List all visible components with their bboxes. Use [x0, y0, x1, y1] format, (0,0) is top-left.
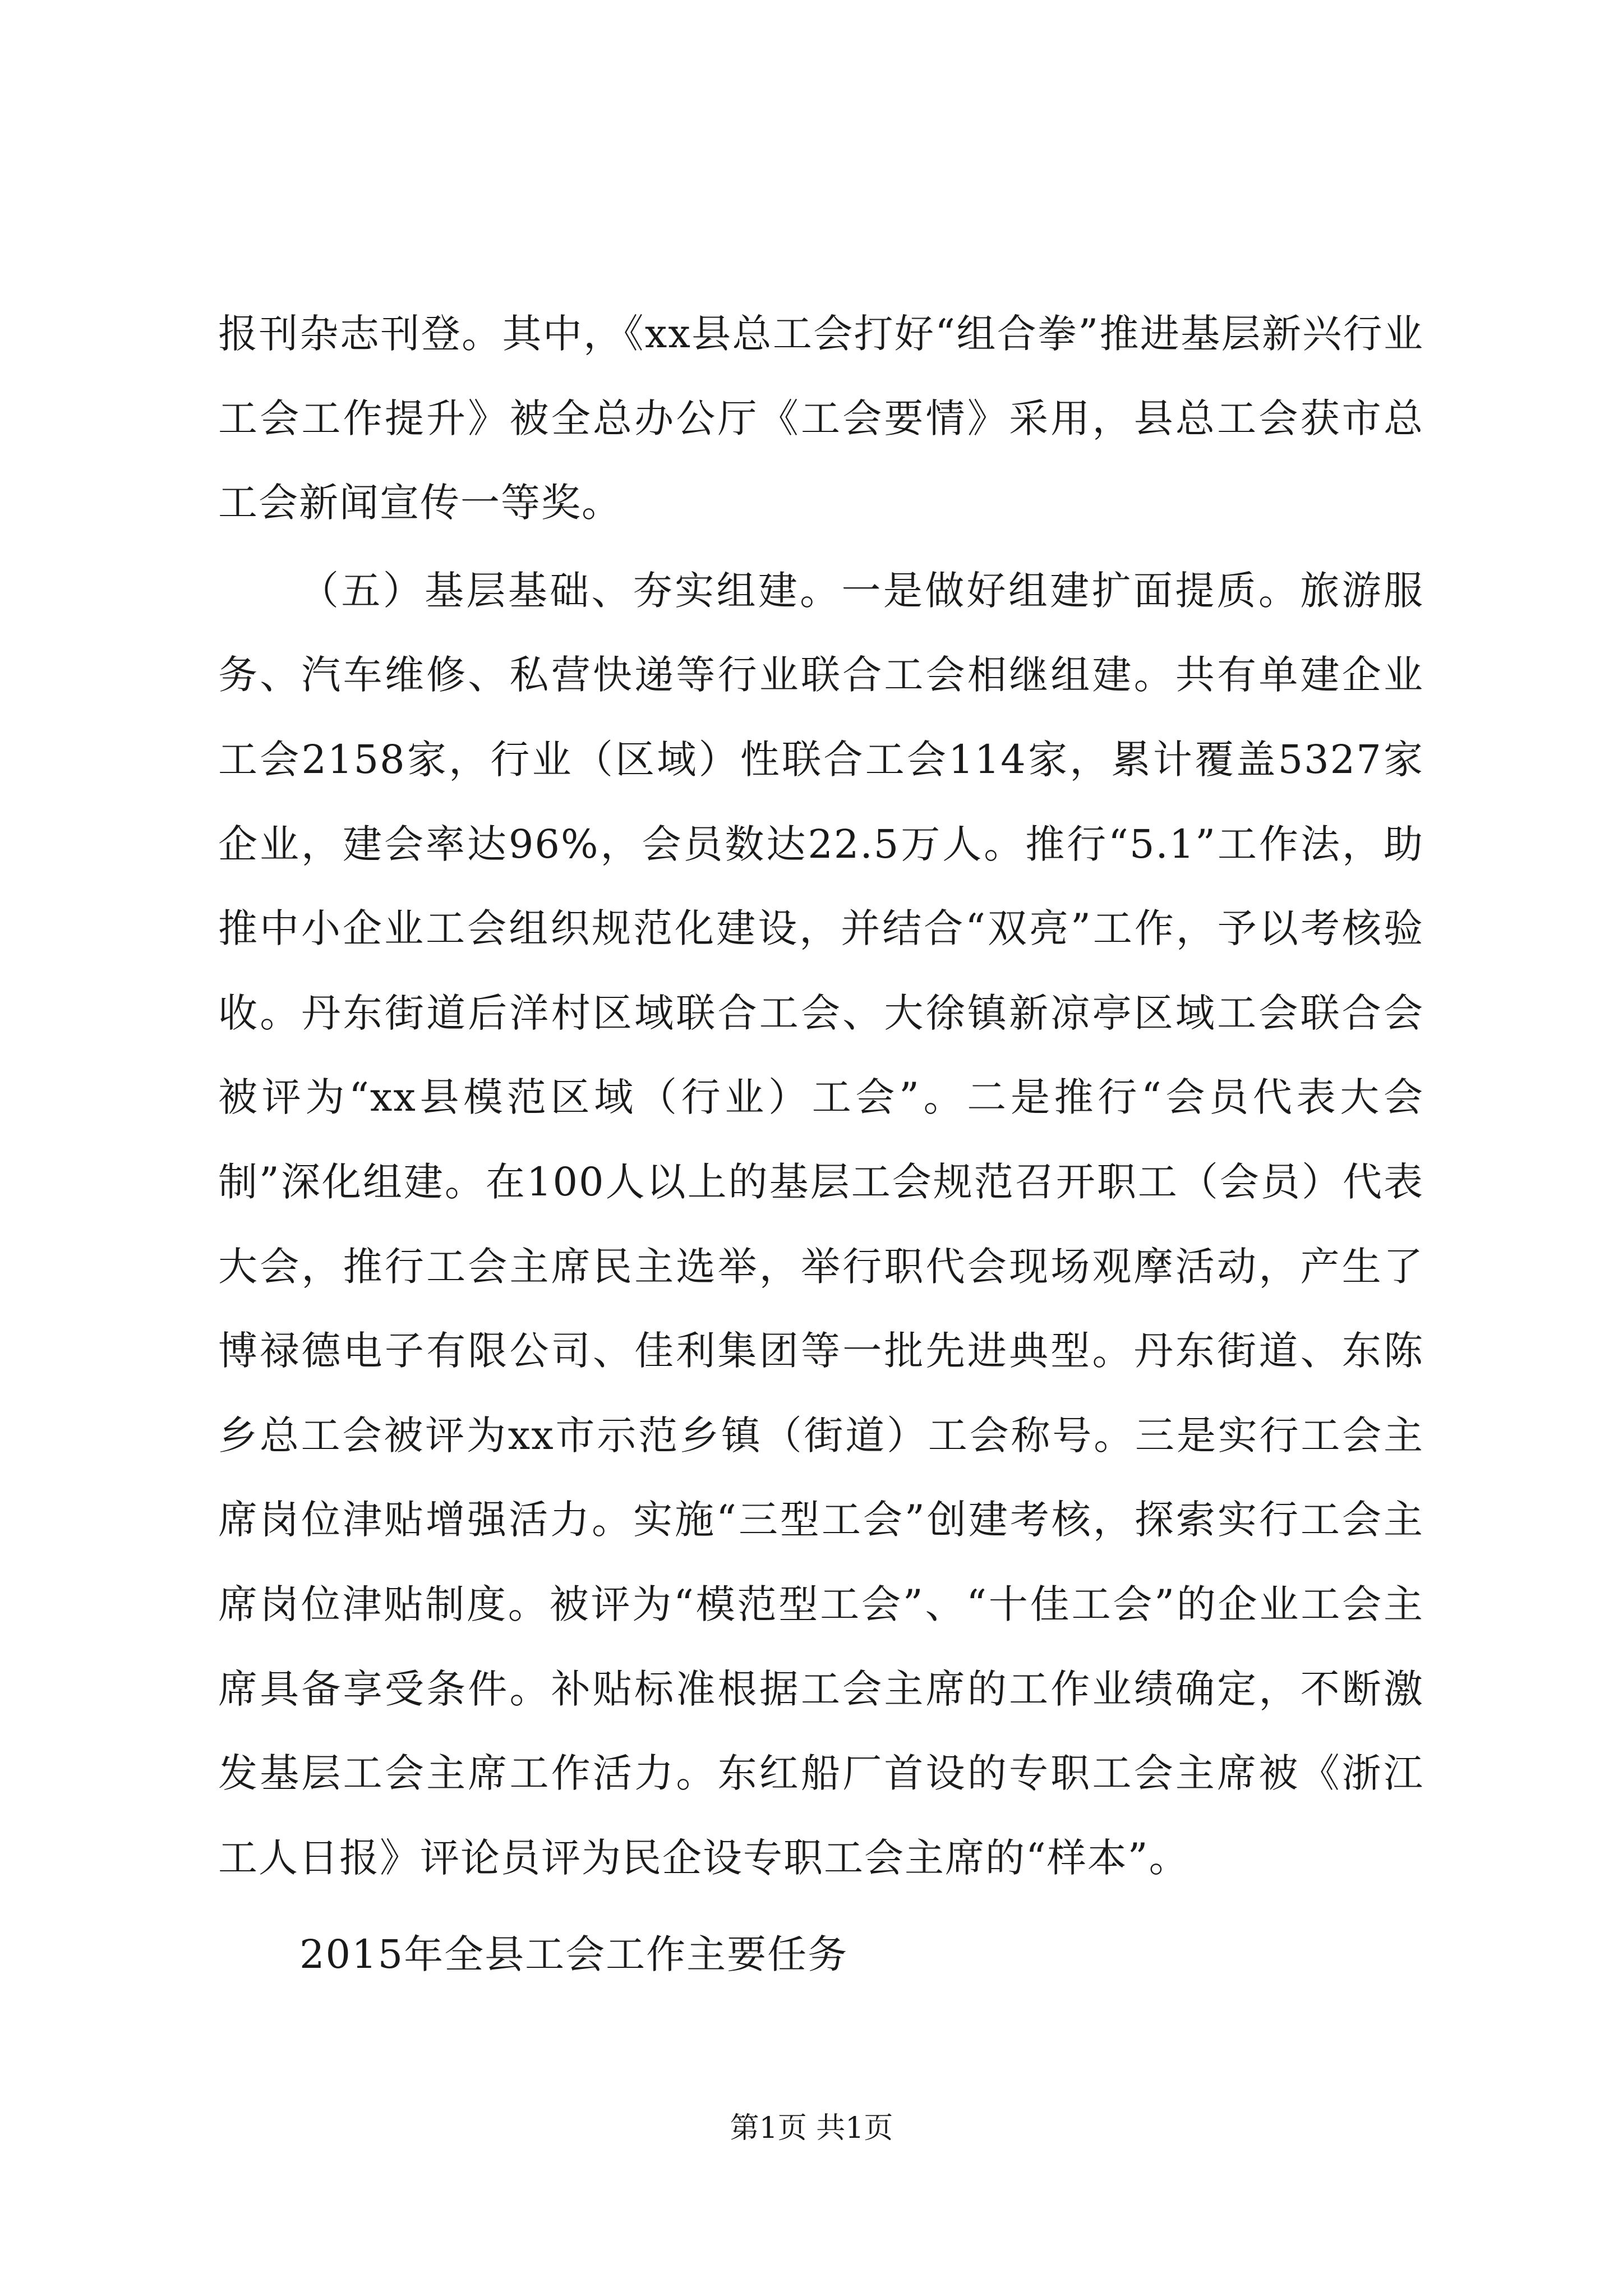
paragraph-news-publicity: 报刊杂志刊登。其中，《xx县总工会打好“组合拳”推进基层新兴行业工会工作提升》被全总办公厅《工会要情》采用，县总工会获市总工会新闻宣传一等奖。	[218, 311, 1424, 526]
page-footer: 第1页 共1页	[730, 2111, 893, 2145]
paragraph-grassroots-organization: （五）基层基础、夯实组建。一是做好组建扩面提质。旅游服务、汽车维修、私营快递等行业联合工会相继组建。共有单建企业工会2158家，行业（区域）性联合工会114家，累计覆盖5327家企业，建会率达96%，会员数达22.5万人。推行“5.1”工作法，助推中小企业工会组织规范化建设，并结合“双亮”工作，予以考核验收。丹东街道后洋村区域联合工会、大徐镇新凉亭区域工会联合会被评为“xx县模范区域（行业）工会”。二是推行“会员代表大会制”深化组建。在100人以上的基层工会规范召开职工（会员）代表大会，推行工会主席民主选举，举行职代会现场观摩活动，产生了博禄德电子有限公司、佳利集团等一批先进典型。丹东街道、东陈乡总工会被评为xx市示范乡镇（街道）工会称号。三是实行工会主席岗位津贴增强活力。实施“三型工会”创建考核，探索实行工会主席岗位津贴制度。被评为“模范型工会”、“十佳工会”的企业工会主席具备享受条件。补贴标准根据工会主席的工作业绩确定，不断激发基层工会主席工作活力。东红船厂首设的专职工会主席被《浙江工人日报》评论员评为民企设专职工会主席的“样本”。	[218, 567, 1424, 1881]
section-heading-2015-tasks: 2015年全县工会工作主要任务	[299, 1931, 849, 1978]
document-body	[218, 292, 1424, 1997]
